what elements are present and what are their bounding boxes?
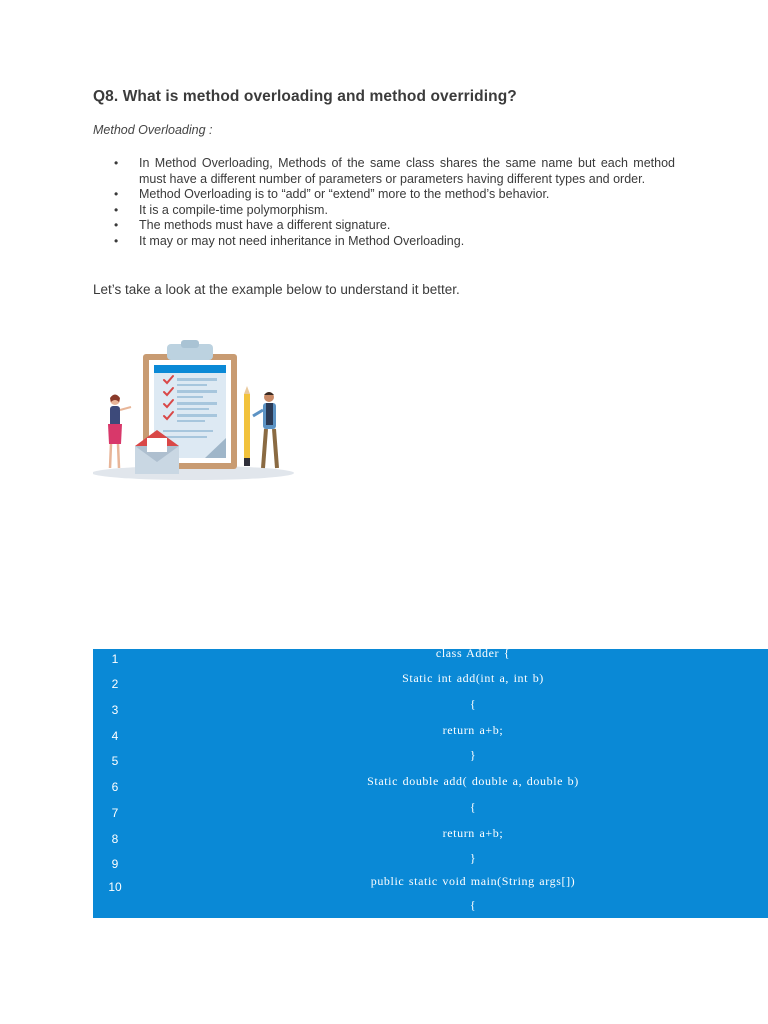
code-text: class Adder { xyxy=(435,646,511,660)
code-text: } xyxy=(469,851,477,865)
code-text: { xyxy=(469,898,477,912)
bullet-item: • Method Overloading is to “add” or “extend” more to the method’s behavior. xyxy=(93,187,675,203)
code-text: return a+b; xyxy=(442,826,504,840)
code-text: public static void main(String args[]) xyxy=(370,874,576,888)
line-number: 2 xyxy=(111,677,119,691)
bullet-item: • In Method Overloading, Methods of the same class shares the same name but each method must have a different number of parameters or parameters having different types and order. xyxy=(93,156,675,187)
code-line xyxy=(93,826,768,853)
bullet-item: • It is a compile-time polymorphism. xyxy=(93,203,675,219)
code-line xyxy=(93,646,768,673)
code-text: { xyxy=(469,800,477,814)
line-number: 4 xyxy=(111,729,119,743)
line-number: 10 xyxy=(108,880,122,894)
line-number: 6 xyxy=(111,780,119,794)
line-number: 7 xyxy=(111,806,119,820)
code-line xyxy=(93,800,768,827)
code-line xyxy=(93,697,768,724)
code-line xyxy=(93,671,768,698)
code-line xyxy=(93,898,768,925)
section-label: Method Overloading : xyxy=(93,123,213,137)
code-text: return a+b; xyxy=(442,723,504,737)
page-title: Q8. What is method overloading and method overriding? xyxy=(93,88,517,105)
bullet-item: • The methods must have a different signature. xyxy=(93,218,675,234)
code-text: Static int add(int a, int b) xyxy=(402,671,544,685)
line-number: 5 xyxy=(111,754,119,768)
line-number: 3 xyxy=(111,703,119,717)
code-text: { xyxy=(469,697,477,711)
line-number: 8 xyxy=(111,832,119,846)
code-line xyxy=(93,774,768,801)
bullet-list xyxy=(93,156,675,249)
line-number: 9 xyxy=(111,857,119,871)
code-line xyxy=(93,748,768,775)
code-block xyxy=(93,646,768,918)
code-text: Static double add( double a, double b) xyxy=(367,774,579,788)
code-line xyxy=(93,723,768,750)
code-text: } xyxy=(469,748,477,762)
checklist-illustration xyxy=(93,340,297,485)
bullet-item: • It may or may not need inheritance in Method Overloading. xyxy=(93,234,675,250)
intro-text: Let’s take a look at the example below to understand it better. xyxy=(93,282,460,297)
line-number: 1 xyxy=(111,652,119,666)
